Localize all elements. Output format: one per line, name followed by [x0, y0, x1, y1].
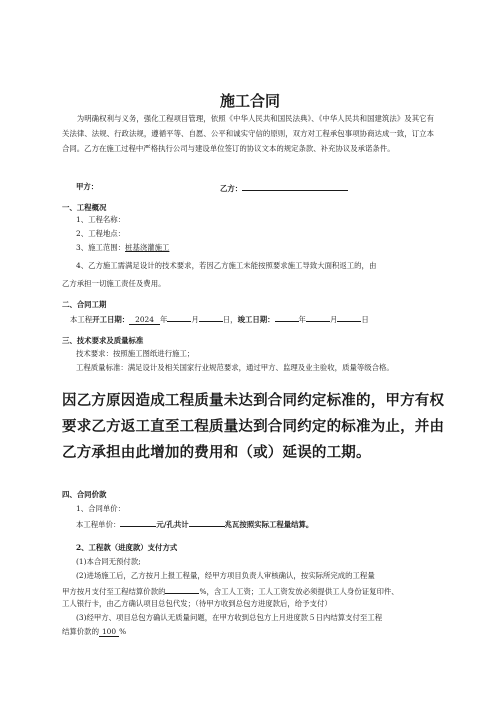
- s2-ri-comma: 日，: [222, 315, 238, 324]
- s2-schedule-line: [70, 313, 369, 325]
- s4-p3-line1: (3)经甲方、项目总包方确认无质量问题，在甲方收到总包方上月进度款５日内结算支付至工程: [76, 613, 383, 622]
- s2-end-month-blank: [306, 313, 330, 322]
- s4-p2-line2b: %，含工人工资；工人工资发放必须提供工人身份证复印件、: [199, 587, 399, 596]
- section-2-heading: 二、合同工期: [62, 300, 107, 309]
- party-b-label-text: 乙方：: [220, 184, 243, 193]
- section-4-heading: 四、合同价款: [62, 490, 107, 499]
- s2-start-month-blank: [167, 313, 191, 322]
- s2-nian-1: 年: [159, 315, 168, 324]
- s2-yue-1: 月: [191, 315, 199, 324]
- s1-item-2: 2、工程地点：: [76, 229, 126, 238]
- s2-end-day-blank: [337, 313, 361, 322]
- page-title: 施工合同: [219, 92, 280, 110]
- s4-price-prefix: 本工程单价：: [76, 520, 121, 529]
- s4-price-line: [76, 518, 313, 530]
- s4-item-2: 2、工程款（进度款）支付方式: [76, 543, 178, 552]
- s2-end-year-blank: [275, 313, 299, 322]
- s4-percent-blank: [165, 585, 199, 594]
- s4-p3-line2: [62, 627, 126, 637]
- s2-ri: 日: [361, 315, 369, 324]
- s4-p3-prefix: 结算价款的: [62, 627, 99, 636]
- s4-price-suffix: 兆瓦按照实际工程量结算。: [224, 520, 314, 529]
- party-b-blank: [242, 182, 348, 191]
- s2-start-label: 开工日期：: [92, 315, 130, 324]
- s2-yue-2: 月: [329, 315, 338, 324]
- intro-paragraph: 为明确权利与义务，强化工程项目管理，依照《中华人民共和国民法典》、《中华人民共和国建筑法》及其它有关法律、法规、行政法规，遵循平等、自愿、公平和诚实守信的原则，双方对工程承包事项协商达成一致，订立本合同。乙方在施工过程中严格执行公司与建设单位签订的协议文本的规定条款、补充协议及承诺条件。: [62, 114, 434, 153]
- s2-start-day-blank: [199, 313, 223, 322]
- section-3-heading: 三、技术要求及质量标准: [62, 336, 144, 345]
- s4-price-unit: 元/孔共计: [156, 520, 189, 529]
- s2-end-label: 竣工日期：: [237, 315, 275, 324]
- s4-p1: (1)本合同无预付款;: [76, 557, 141, 566]
- section-1-heading: 一、工程概况: [62, 203, 107, 212]
- party-b-label: [220, 182, 348, 194]
- s1-item-1: 1、工程名称：: [76, 215, 126, 224]
- s1-item-3-label: 3、施工范围：: [76, 243, 126, 252]
- s2-start-year: 2024: [129, 315, 160, 325]
- s4-item-1: 1、合同单价：: [76, 504, 126, 513]
- s4-p2-line2a: 甲方按月支付至工程结算价款的: [62, 587, 166, 596]
- s2-nian-2: 年: [298, 315, 306, 324]
- party-a-label: 甲方：: [76, 182, 99, 191]
- s3-tech: 技术要求：按照施工图纸进行施工；: [76, 349, 195, 358]
- s2-prefix: 本工程: [70, 315, 93, 324]
- s4-p2-line2: [62, 585, 399, 597]
- s1-item-3: [76, 243, 169, 253]
- s1-item-3-value: 桩基浇灌施工: [125, 243, 170, 252]
- s4-quantity-blank: [189, 518, 225, 527]
- s4-p2-line3: 工人银行卡，由乙方确认项目总包代发；（待甲方收到总包方进度款后，给予支付）: [62, 599, 332, 608]
- s1-item-4-line2: 乙方承担一切施工责任及费用。: [62, 279, 166, 288]
- emphasis-paragraph: 因乙方原因造成工程质量未达到合同约定标准的，甲方有权要求乙方返工直至工程质量达到合同约定的标准为止，并由乙方承担由此增加的费用和（或）延误的工期。: [62, 392, 445, 461]
- s4-p3-pct-sign: %: [119, 627, 127, 636]
- s4-p3-percent: 100: [99, 627, 119, 637]
- s3-quality: 工程质量标准：满足设计及相关国家行业规范要求，通过甲方、监理及业主验收，质量等级合格。: [76, 363, 394, 372]
- s4-p2-line1: (2)进场施工后，乙方按月上报工程量，经甲方项目负责人审核确认，按实际所完成的工程量: [76, 571, 375, 580]
- s1-item-4-line1: 4、乙方施工需满足设计的技术要求，若因乙方施工未能按照要求施工导致大面积返工的，由: [76, 261, 377, 270]
- s4-unit-price-blank: [120, 518, 156, 527]
